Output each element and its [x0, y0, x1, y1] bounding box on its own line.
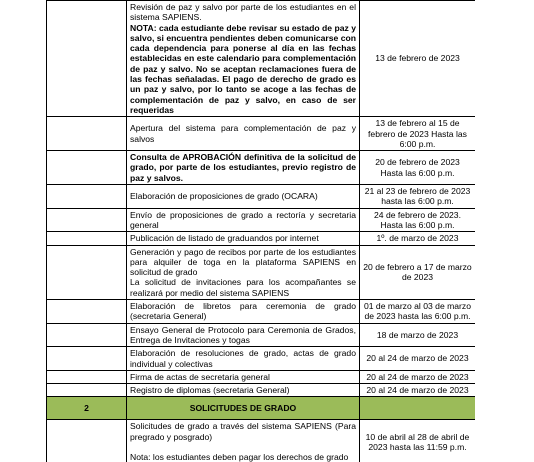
table-row: [47, 347, 476, 371]
date-cell: [360, 1, 476, 117]
section-header-row: [47, 397, 476, 420]
date-cell: [360, 384, 476, 397]
row-number-cell: [47, 151, 127, 185]
date-cell: [360, 151, 476, 185]
activity-text: Generación y pago de recibos por parte de los estudiantes para alquiler de toga en la plataforma SAPIENS en solicitud de grado: [130, 246, 356, 278]
document-page: [46, 0, 475, 462]
activity-text: Elaboración de resoluciones de grado, actas de grado individual y colectivas: [130, 348, 356, 369]
date-text: 1º. de marzo de 2023: [376, 233, 459, 244]
table-row: [47, 245, 476, 299]
activity-text: Consulta de APROBACIÓN definitiva de la solicitud de grado, por parte de los estudiantes, previo registro de paz y salvos.: [130, 152, 356, 183]
date-text: 20 de febrero de 2023 Hasta las 6:00 p.m.: [375, 157, 460, 178]
activity-cell: [127, 117, 360, 151]
date-cell: [360, 370, 476, 383]
activity-cell: [127, 232, 360, 245]
table-row: [47, 151, 476, 185]
date-cell: [360, 323, 476, 347]
date-text: 18 de marzo de 2023: [376, 329, 459, 340]
date-cell: [360, 347, 476, 371]
table-row: [47, 208, 476, 232]
paragraph-gap: [130, 442, 356, 452]
activity-text: Revisión de paz y salvo por parte de los estudiantes en el sistema SAPIENS.: [130, 2, 356, 23]
activity-text: Solicitudes de grado a través del sistema SAPIENS (Para pregrado y posgrado): [130, 421, 356, 442]
row-number-cell: [47, 300, 127, 324]
graduation-calendar-table: [46, 0, 475, 462]
activity-cell: [127, 185, 360, 209]
activity-cell: [127, 300, 360, 324]
date-text: 20 al 24 de marzo de 2023: [366, 385, 469, 396]
activity-text: La solicitud de invitaciones para los acompañantes se realizará por medio del sistema SAPIENS: [130, 277, 356, 298]
table-row: [47, 420, 476, 462]
date-text: 20 al 24 de marzo de 2023: [366, 371, 469, 382]
date-text: 13 de febrero al 15 de febrero de 2023 Hasta las 6:00 p.m.: [368, 118, 467, 149]
table-row: [47, 323, 476, 347]
table-row: [47, 117, 476, 151]
row-number-cell: [47, 370, 127, 383]
row-number-cell: [47, 347, 127, 371]
activity-text: Envío de proposiciones de grado a rectoría y secretaria general: [130, 209, 356, 230]
activity-cell: [127, 384, 360, 397]
row-number-cell: [47, 232, 127, 245]
activity-cell: [127, 370, 360, 383]
row-number-cell: [47, 185, 127, 209]
section-date-cell: [360, 397, 476, 420]
date-cell: [360, 117, 476, 151]
activity-cell: [127, 245, 360, 299]
date-text: 21 al 23 de febrero de 2023 hasta las 6:00 p.m.: [364, 186, 471, 207]
table-row: [47, 300, 476, 324]
activity-text: Elaboración de proposiciones de grado (OCARA): [130, 191, 318, 202]
activity-text: Apertura del sistema para complementación de paz y salvos: [130, 123, 356, 144]
section-title: SOLICITUDES DE GRADO: [127, 397, 360, 420]
date-cell: [360, 208, 476, 232]
date-text: 13 de febrero de 2023: [375, 53, 460, 64]
row-number-cell: [47, 323, 127, 347]
row-number-cell: [47, 384, 127, 397]
date-text: 10 de abril al 28 de abril de 2023 hasta las 11:59 p.m.: [365, 431, 470, 452]
date-cell: [360, 300, 476, 324]
activity-cell: [127, 323, 360, 347]
row-number-cell: [47, 245, 127, 299]
date-cell: [360, 232, 476, 245]
table-row: [47, 370, 476, 383]
activity-text: Elaboración de libretos para ceremonia de grado (secretaria General): [130, 301, 356, 322]
date-text: 24 de febrero de 2023. Hasta las 6:00 p.m.: [374, 209, 461, 230]
section-number: 2: [47, 397, 127, 420]
activity-cell: [127, 151, 360, 185]
row-number-cell: [47, 1, 127, 117]
activity-text: NOTA: cada estudiante debe revisar su estado de paz y salvo, si encuentra pendientes deben comunicarse con cada dependencia para ponerse al día en las fechas establecidas en este calendario para complementación de paz y salvo. No se aceptan reclamaciones fuera de las fechas señaladas. El pago de derecho de grado es un paz y salvo, por lo tanto se acoge a las fechas de complementación de paz y salvo, en caso de ser requeridas: [130, 22, 356, 115]
row-number-cell: [47, 208, 127, 232]
date-cell: [360, 245, 476, 299]
row-number-cell: [47, 420, 127, 462]
activity-cell: [127, 208, 360, 232]
activity-text: Ensayo General de Protocolo para Ceremonia de Grados, Entrega de Invitaciones y togas: [130, 324, 356, 345]
date-cell: [360, 185, 476, 209]
activity-text: Publicación de listado de graduandos por internet: [130, 233, 319, 244]
row-number-cell: [47, 117, 127, 151]
activity-cell: [127, 347, 360, 371]
date-text: 20 al 24 de marzo de 2023: [366, 353, 469, 364]
calendar-table-body: [47, 1, 476, 462]
activity-text: Registro de diplomas (secretaria General): [130, 385, 290, 396]
activity-text: Nota: los estudiantes deben pagar los derechos de grado: [130, 451, 349, 462]
activity-text: Firma de actas de secretaria general: [130, 371, 270, 382]
activity-cell: [127, 420, 360, 462]
date-cell: [360, 420, 476, 462]
table-row: [47, 232, 476, 245]
table-row: [47, 384, 476, 397]
table-row: [47, 1, 476, 117]
date-text: 20 de febrero a 17 de marzo de 2023: [363, 261, 472, 283]
activity-cell: [127, 1, 360, 117]
date-text: 01 de marzo al 03 de marzo de 2023 hasta las 6:00 p.m.: [363, 301, 471, 322]
table-row: [47, 185, 476, 209]
